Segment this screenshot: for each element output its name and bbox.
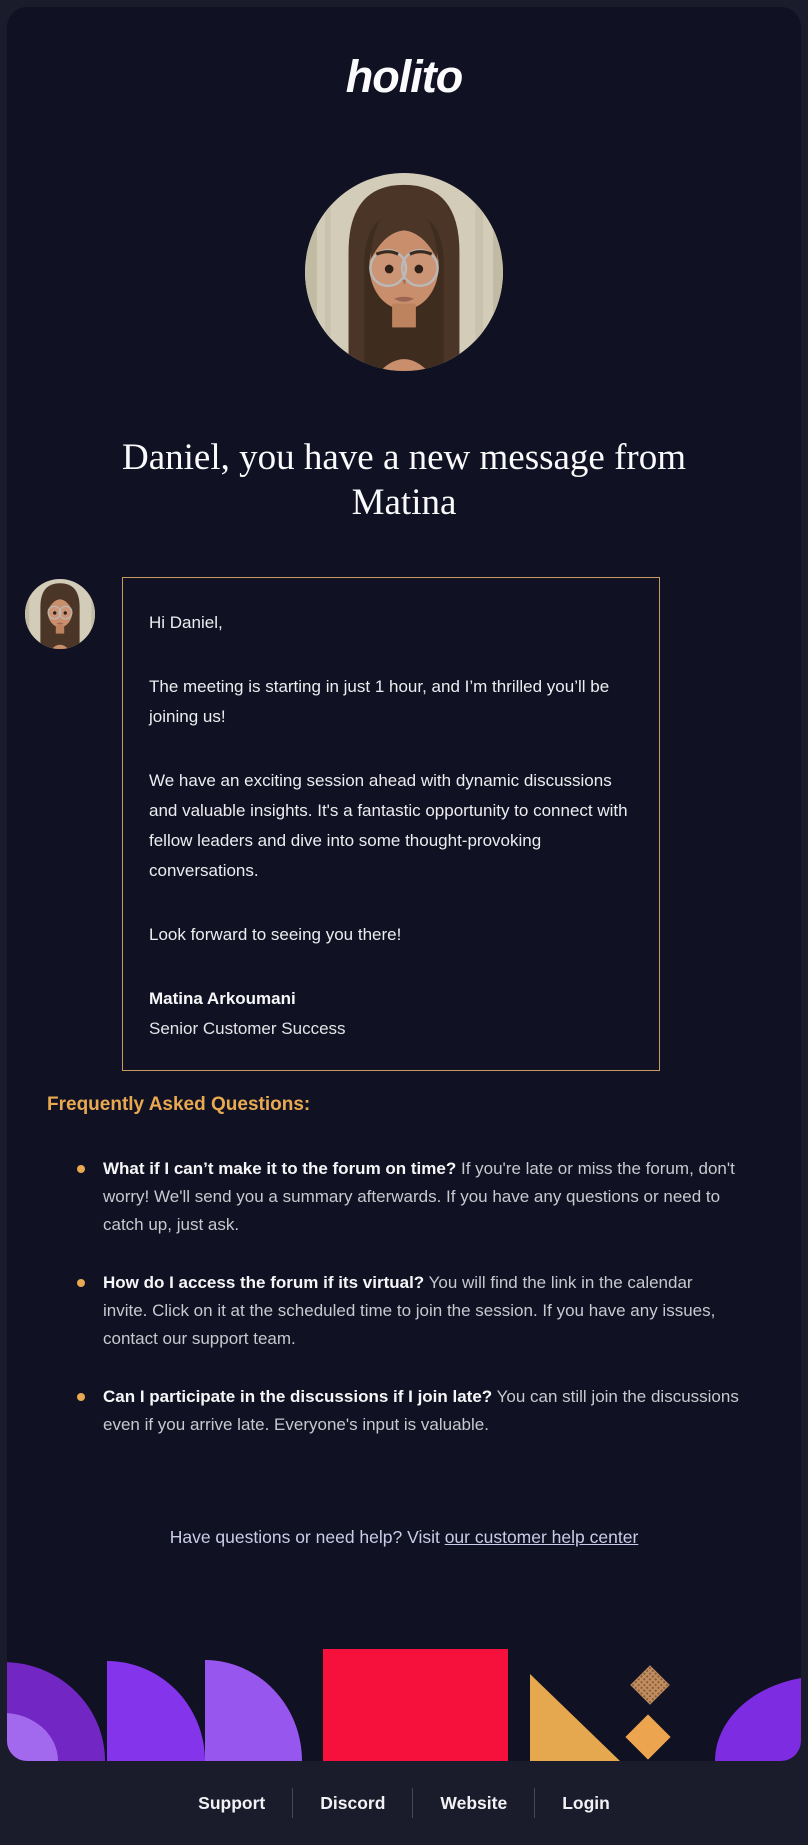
footer-nav <box>0 1761 808 1845</box>
faq-answer: You will find the link in the calendar invite. Click on it at the scheduled time to join the session. If you have any issues, contact our support team. <box>103 1273 716 1348</box>
faq-question: What if I can’t make it to the forum on time? <box>103 1159 457 1178</box>
footer-link-website[interactable]: Website <box>440 1792 508 1813</box>
message-paragraph: Look forward to seeing you there! <box>149 925 402 944</box>
matina-portrait-illustration-small <box>25 579 95 649</box>
page-title: Daniel, you have a new message from Matina <box>121 437 687 523</box>
faq-item <box>103 1383 741 1439</box>
signature-role: Senior Customer Success <box>149 1019 346 1038</box>
brand-logo: holito <box>345 51 463 102</box>
faq-answer: If you're late or miss the forum, don't worry! We'll send you a summary afterwards. If you have any questions or need to catch up, just ask. <box>103 1159 735 1234</box>
decorative-shapes <box>7 1641 801 1761</box>
purple-quarter-circle-shape <box>715 1676 801 1761</box>
matina-portrait-illustration <box>305 173 503 371</box>
customer-help-center-link[interactable]: our customer help center <box>444 1527 639 1547</box>
purple-petal-shape <box>107 1661 205 1761</box>
footer-link-support[interactable]: Support <box>198 1792 266 1813</box>
matina-avatar-small-image <box>25 579 95 649</box>
signature-name: Matina Arkoumani <box>149 989 296 1008</box>
faq-answer: You can still join the discussions even if you arrive late. Everyone's input is valuable. <box>103 1387 739 1434</box>
faq-question: Can I participate in the discussions if I join late? <box>103 1387 493 1406</box>
faq-list <box>7 1155 801 1439</box>
quarter-circle-notch <box>795 1734 801 1761</box>
email-card <box>7 7 801 1761</box>
purple-petal-shape <box>7 1662 105 1761</box>
message-row <box>7 577 801 1071</box>
message-signature <box>149 984 633 1044</box>
help-text: Have questions or need help? Visit <box>169 1527 445 1547</box>
purple-petal-overlay-shape <box>7 1713 58 1761</box>
faq-item <box>103 1155 741 1239</box>
avatar-container <box>7 173 801 371</box>
gold-triangle-shape <box>530 1674 620 1761</box>
message-paragraph: We have an exciting session ahead with dynamic discussions and valuable insights. It's a fantastic opportunity to connect with fellow leaders and dive into some thought-provoking conversations. <box>149 771 628 880</box>
message-greeting: Hi Daniel, <box>149 613 223 632</box>
faq-heading: Frequently Asked Questions: <box>47 1094 311 1115</box>
message-paragraph: The meeting is starting in just 1 hour, and I’m thrilled you’ll be joining us! <box>149 677 610 726</box>
faq-question: How do I access the forum if its virtual? <box>103 1273 425 1292</box>
faq-item <box>103 1269 741 1353</box>
message-box <box>122 577 660 1071</box>
purple-petal-shape <box>205 1660 302 1761</box>
help-line <box>7 1527 801 1548</box>
footer-link-discord[interactable]: Discord <box>320 1792 386 1813</box>
footer-link-login[interactable]: Login <box>562 1792 610 1813</box>
matina-avatar-large-image <box>305 173 503 371</box>
gold-diamond-shape <box>625 1714 670 1759</box>
dotted-diamond-shape <box>630 1665 670 1705</box>
red-square-shape <box>323 1649 508 1761</box>
